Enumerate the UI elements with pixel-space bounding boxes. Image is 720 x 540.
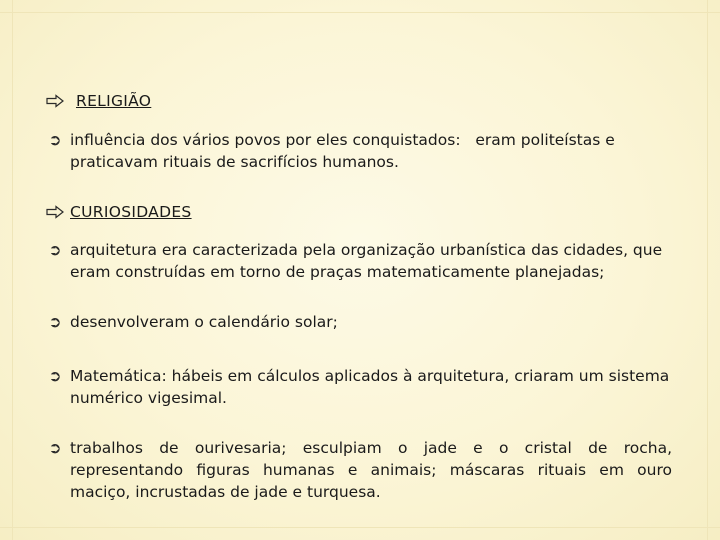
line-3: maciço, incrustadas de jade e turquesa. bbox=[70, 483, 381, 501]
outline-arrow-right-icon bbox=[46, 94, 66, 108]
curved-arrow-icon: ➲ bbox=[48, 313, 62, 331]
list-item bbox=[46, 365, 672, 409]
section-heading-curiosidades bbox=[46, 201, 672, 223]
curved-arrow-icon: ➲ bbox=[48, 241, 62, 259]
list-item bbox=[46, 311, 672, 333]
slide-frame-left bbox=[0, 0, 13, 540]
list-item-text bbox=[70, 129, 672, 173]
slide-frame-top bbox=[0, 0, 720, 13]
list-item-text bbox=[70, 239, 672, 283]
section-heading-religiao bbox=[46, 90, 672, 112]
line-1: arquitetura era caracterizada pela organização urbanística das cidades, que bbox=[70, 241, 663, 259]
line-2: eram construídas em torno de praças matematicamente planejadas; bbox=[70, 263, 605, 281]
curved-arrow-icon: ➲ bbox=[48, 131, 62, 149]
list-item-text bbox=[70, 311, 672, 333]
line-1: influência dos vários povos por eles conquistados: eram politeístas e bbox=[70, 131, 615, 149]
line-1: desenvolveram o calendário solar; bbox=[70, 313, 338, 331]
line-2: praticavam rituais de sacrifícios humanos. bbox=[70, 153, 399, 171]
section-title: RELIGIÃO bbox=[76, 92, 152, 110]
curved-arrow-icon: ➲ bbox=[48, 367, 62, 385]
list-item bbox=[46, 129, 672, 173]
slide-frame-bottom bbox=[0, 527, 720, 540]
section-title: CURIOSIDADES bbox=[70, 203, 192, 221]
list-item bbox=[46, 239, 672, 283]
line-1: Matemática: hábeis em cálculos aplicados à arquitetura, criaram um sistema bbox=[70, 367, 670, 385]
line-2: numérico vigesimal. bbox=[70, 389, 227, 407]
line-1: trabalhos de ourivesaria; esculpiam o jade e o cristal de rocha, bbox=[70, 439, 672, 457]
curved-arrow-icon: ➲ bbox=[48, 439, 62, 457]
line-2: representando figuras humanas e animais; máscaras rituais em ouro bbox=[70, 461, 672, 479]
list-item bbox=[46, 437, 672, 503]
outline-arrow-right-icon bbox=[46, 205, 66, 219]
list-item-text bbox=[70, 437, 672, 503]
slide-frame-right bbox=[707, 0, 720, 540]
list-item-text bbox=[70, 365, 672, 409]
